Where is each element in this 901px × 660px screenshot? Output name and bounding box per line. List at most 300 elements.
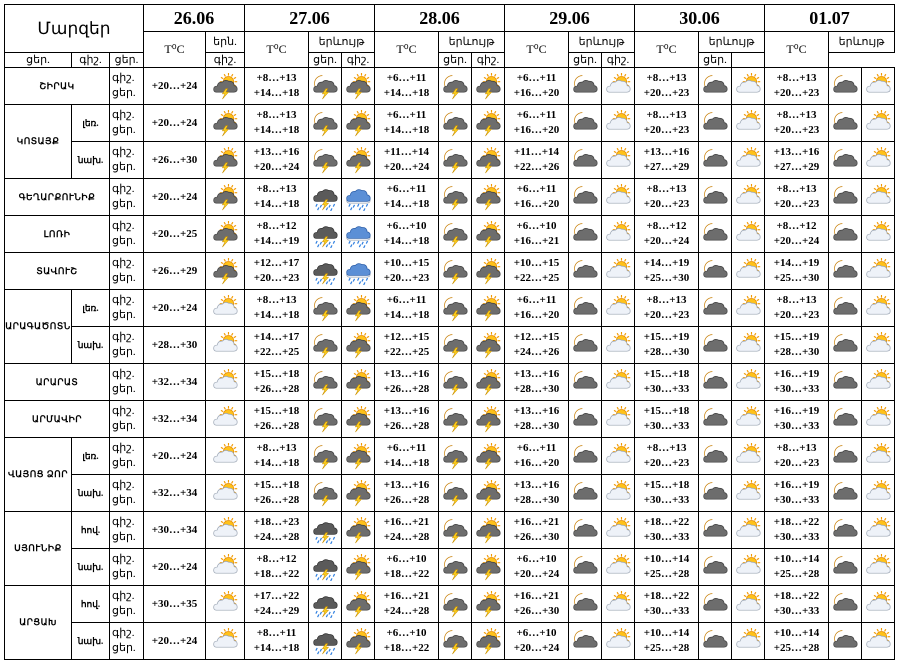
temperature-cell — [144, 253, 206, 290]
day-weather-cell — [206, 142, 245, 179]
day-temp: +26…+28 — [253, 494, 300, 506]
day-label: ցեր. — [112, 457, 136, 469]
moon-cloud-icon — [701, 443, 729, 470]
temperature-cell — [375, 327, 439, 364]
temperature-cell — [375, 68, 439, 105]
night-weather-cell — [569, 364, 602, 401]
sun-cloud-icon — [211, 406, 239, 433]
sun-cloud-icon — [734, 258, 762, 285]
night-temp: +16…+19 — [773, 405, 820, 417]
sun-cloud-storm-icon — [211, 147, 239, 174]
day-weather-cell — [862, 327, 895, 364]
sun-cloud-icon — [734, 332, 762, 359]
temperature-cell — [635, 401, 699, 438]
moon-cloud-icon — [571, 369, 599, 396]
sun-cloud-icon — [604, 591, 632, 618]
temperature-cell — [505, 623, 569, 660]
sun-cloud-storm-icon — [474, 628, 502, 655]
day-label: ցեր. — [112, 605, 136, 617]
temperature-cell — [765, 512, 829, 549]
temperature-cell — [765, 290, 829, 327]
day-temp: +25…+28 — [773, 642, 820, 654]
day-temp: +32…+34 — [151, 412, 198, 425]
night-day-label — [110, 512, 144, 549]
date-header: 01.07 — [765, 5, 895, 32]
sun-cloud-icon — [604, 221, 632, 248]
night-weather-cell — [699, 216, 732, 253]
night-temp: +8…+13 — [776, 109, 817, 121]
day-temp: +20…+23 — [773, 124, 820, 136]
temperature-cell — [375, 549, 439, 586]
temperature-cell — [144, 586, 206, 623]
night-label: գիշ. — [112, 590, 135, 602]
temperature-cell — [505, 549, 569, 586]
night-temp: +18…+22 — [773, 516, 820, 528]
sun-cloud-storm-icon — [344, 406, 372, 433]
day-weather-cell — [862, 290, 895, 327]
day-temp: +20…+23 — [643, 124, 690, 136]
moon-cloud-icon — [831, 332, 859, 359]
night-temp: +8…+12 — [776, 220, 817, 232]
day-temp: +20…+24 — [151, 116, 198, 129]
temperature-cell — [635, 105, 699, 142]
night-temp: +8…+13 — [646, 72, 687, 84]
region-name: ԱՐՑԱԽ — [5, 586, 72, 660]
day-weather-cell — [602, 142, 635, 179]
subregion-label: լեռ. — [72, 105, 110, 142]
day-temp: +30…+33 — [643, 531, 690, 543]
day-weather-cell — [862, 253, 895, 290]
sun-cloud-icon — [734, 369, 762, 396]
day-weather-cell — [732, 549, 765, 586]
moon-cloud-icon — [571, 628, 599, 655]
night-temp: +15…+18 — [253, 479, 300, 491]
temp-header: T⁰C — [765, 32, 829, 68]
night-day-label — [110, 586, 144, 623]
moon-cloud-storm-icon — [441, 147, 469, 174]
day-temp: +14…+18 — [253, 457, 300, 469]
night-label: գիշ. — [112, 405, 135, 417]
cloud-storm-rain-icon — [311, 221, 339, 248]
night-temp: +6…+10 — [516, 627, 557, 639]
night-header: գիշ. — [602, 53, 635, 68]
day-weather-cell — [862, 512, 895, 549]
day-temp: +18…+22 — [383, 642, 430, 654]
sun-cloud-icon — [864, 332, 892, 359]
temperature-cell — [635, 179, 699, 216]
temperature-cell — [635, 253, 699, 290]
night-temp: +15…+18 — [643, 479, 690, 491]
temperature-cell — [635, 142, 699, 179]
day-temp: +20…+23 — [643, 198, 690, 210]
day-label: ցեր. — [112, 531, 136, 543]
night-temp: +6…+10 — [386, 553, 427, 565]
sun-cloud-icon — [604, 332, 632, 359]
temperature-cell — [635, 586, 699, 623]
day-temp: +18…+22 — [253, 568, 300, 580]
day-temp: +20…+23 — [773, 198, 820, 210]
temperature-cell — [635, 475, 699, 512]
moon-cloud-storm-icon — [311, 332, 339, 359]
day-temp: +20…+24 — [253, 161, 300, 173]
temperature-cell — [505, 253, 569, 290]
day-weather-cell — [206, 475, 245, 512]
sun-cloud-icon — [604, 480, 632, 507]
day-temp: +20…+24 — [773, 235, 820, 247]
day-temp: +14…+18 — [383, 309, 430, 321]
moon-cloud-icon — [571, 406, 599, 433]
day-weather-cell — [862, 216, 895, 253]
day-weather-cell — [342, 68, 375, 105]
sun-cloud-storm-icon — [474, 184, 502, 211]
moon-cloud-icon — [831, 369, 859, 396]
sun-cloud-icon — [734, 480, 762, 507]
day-temp: +25…+28 — [643, 568, 690, 580]
temperature-cell — [245, 142, 309, 179]
day-weather-cell — [472, 142, 505, 179]
night-weather-cell — [309, 105, 342, 142]
sun-cloud-icon — [211, 591, 239, 618]
day-temp: +26…+30 — [513, 531, 560, 543]
day-weather-cell — [206, 290, 245, 327]
moon-cloud-icon — [571, 591, 599, 618]
day-weather-cell — [862, 179, 895, 216]
night-header: գիշ. — [472, 53, 505, 68]
night-temp: +8…+12 — [256, 553, 297, 565]
temperature-cell — [245, 105, 309, 142]
phenomenon-header: երևույթ — [569, 32, 635, 53]
day-temp: +14…+18 — [383, 235, 430, 247]
temperature-cell — [144, 179, 206, 216]
moon-cloud-storm-icon — [311, 147, 339, 174]
day-weather-cell — [732, 105, 765, 142]
night-weather-cell — [699, 586, 732, 623]
night-weather-cell — [309, 623, 342, 660]
night-weather-cell — [829, 68, 862, 105]
night-temp: +16…+21 — [383, 516, 430, 528]
day-temp: +20…+23 — [773, 309, 820, 321]
night-temp: +15…+19 — [773, 331, 820, 343]
day-temp: +28…+30 — [513, 383, 560, 395]
night-label: գիշ. — [112, 553, 135, 565]
region-name: ԱՐԱՐԱՏ — [5, 364, 110, 401]
date-header: 30.06 — [635, 5, 765, 32]
night-day-label — [110, 290, 144, 327]
night-temp: +6…+11 — [516, 109, 557, 121]
moon-cloud-storm-icon — [441, 73, 469, 100]
night-weather-cell — [569, 68, 602, 105]
day-temp: +16…+21 — [513, 235, 560, 247]
sun-cloud-icon — [734, 517, 762, 544]
day-temp: +18…+22 — [383, 568, 430, 580]
sun-cloud-icon — [734, 628, 762, 655]
day-weather-cell — [732, 586, 765, 623]
sun-cloud-icon — [604, 406, 632, 433]
sun-cloud-icon — [734, 73, 762, 100]
temperature-cell — [144, 364, 206, 401]
day-header: ցեր. — [439, 53, 472, 68]
sun-cloud-icon — [864, 147, 892, 174]
region-name: ԳԵՂԱՐՔՈՒՆԻՔ — [5, 179, 110, 216]
day-header: ցեր. — [110, 53, 144, 68]
day-weather-cell — [342, 327, 375, 364]
day-weather-cell — [472, 475, 505, 512]
night-weather-cell — [699, 623, 732, 660]
night-temp: +13…+16 — [513, 368, 560, 380]
night-temp: +8…+13 — [256, 183, 297, 195]
moon-cloud-icon — [571, 554, 599, 581]
region-name: ԱՐԱԳԱԾՈՏՆ — [5, 290, 72, 364]
day-temp: +25…+30 — [773, 272, 820, 284]
temperature-cell — [144, 142, 206, 179]
day-weather-cell — [602, 179, 635, 216]
sun-cloud-icon — [211, 369, 239, 396]
night-day-label — [110, 327, 144, 364]
moon-cloud-storm-icon — [441, 258, 469, 285]
day-weather-cell — [206, 401, 245, 438]
sun-cloud-icon — [604, 517, 632, 544]
moon-cloud-storm-icon — [311, 406, 339, 433]
temperature-cell — [765, 105, 829, 142]
day-weather-cell — [206, 549, 245, 586]
moon-cloud-icon — [831, 517, 859, 544]
night-header: գիշ. — [72, 53, 110, 68]
night-weather-cell — [439, 364, 472, 401]
night-day-label — [110, 438, 144, 475]
temperature-cell — [375, 290, 439, 327]
day-temp: +30…+33 — [643, 605, 690, 617]
day-temp: +14…+18 — [383, 457, 430, 469]
sun-cloud-icon — [864, 258, 892, 285]
night-temp: +8…+11 — [256, 627, 297, 639]
sun-cloud-icon — [211, 443, 239, 470]
moon-cloud-icon — [571, 184, 599, 211]
day-temp: +14…+18 — [253, 87, 300, 99]
sun-cloud-storm-icon — [474, 369, 502, 396]
night-weather-cell — [699, 438, 732, 475]
night-weather-cell — [309, 327, 342, 364]
temperature-cell — [375, 142, 439, 179]
night-weather-cell — [439, 512, 472, 549]
day-weather-cell — [862, 438, 895, 475]
moon-cloud-storm-icon — [441, 369, 469, 396]
day-temp: +24…+28 — [383, 531, 430, 543]
night-temp: +6…+11 — [516, 294, 557, 306]
temp-header: T⁰C — [635, 32, 699, 68]
sun-cloud-icon — [211, 295, 239, 322]
night-label: գիշ. — [112, 516, 135, 528]
night-weather-cell — [439, 68, 472, 105]
day-label: ցեր. — [112, 309, 136, 321]
moon-cloud-icon — [831, 443, 859, 470]
day-temp: +16…+20 — [513, 198, 560, 210]
night-temp: +13…+16 — [513, 479, 560, 491]
sun-cloud-storm-icon — [211, 184, 239, 211]
temperature-cell — [144, 68, 206, 105]
day-weather-cell — [472, 623, 505, 660]
night-weather-cell — [439, 475, 472, 512]
sun-cloud-storm-icon — [211, 258, 239, 285]
day-weather-cell — [602, 512, 635, 549]
moon-cloud-storm-icon — [311, 480, 339, 507]
day-weather-cell — [472, 253, 505, 290]
night-weather-cell — [569, 623, 602, 660]
day-label: ցեր. — [112, 198, 136, 210]
subregion-label: նախ. — [72, 623, 110, 660]
moon-cloud-icon — [701, 73, 729, 100]
temperature-cell — [765, 438, 829, 475]
day-weather-cell — [602, 438, 635, 475]
day-weather-cell — [342, 216, 375, 253]
moon-cloud-icon — [701, 369, 729, 396]
night-weather-cell — [309, 586, 342, 623]
temperature-cell — [765, 586, 829, 623]
night-temp: +8…+13 — [256, 442, 297, 454]
cloud-storm-rain-icon — [311, 628, 339, 655]
moon-cloud-icon — [831, 221, 859, 248]
temperature-cell — [375, 586, 439, 623]
sun-cloud-storm-icon — [344, 369, 372, 396]
day-temp: +20…+23 — [383, 272, 430, 284]
sun-cloud-storm-icon — [344, 147, 372, 174]
day-weather-cell — [472, 364, 505, 401]
moon-cloud-icon — [701, 295, 729, 322]
night-temp: +17…+22 — [253, 590, 300, 602]
day-temp: +24…+26 — [513, 346, 560, 358]
night-day-label — [110, 253, 144, 290]
temperature-cell — [245, 290, 309, 327]
day-temp: +20…+25 — [151, 227, 198, 240]
sun-cloud-storm-icon — [344, 554, 372, 581]
day-label: ցեր. — [112, 383, 136, 395]
moon-cloud-icon — [701, 628, 729, 655]
temperature-cell — [765, 327, 829, 364]
moon-cloud-icon — [831, 406, 859, 433]
moon-cloud-icon — [701, 480, 729, 507]
region-name: ՏԱՎՈՒՇ — [5, 253, 110, 290]
night-temp: +8…+13 — [256, 72, 297, 84]
sun-cloud-icon — [864, 517, 892, 544]
night-weather-cell — [439, 253, 472, 290]
day-weather-cell — [472, 549, 505, 586]
night-temp: +14…+19 — [643, 257, 690, 269]
night-weather-cell — [829, 623, 862, 660]
day-weather-cell — [602, 549, 635, 586]
day-weather-cell — [862, 401, 895, 438]
night-weather-cell — [439, 216, 472, 253]
day-temp: +22…+25 — [513, 272, 560, 284]
moon-cloud-icon — [571, 147, 599, 174]
day-temp: +25…+30 — [643, 272, 690, 284]
day-label: ցեր. — [112, 87, 136, 99]
temperature-cell — [505, 68, 569, 105]
day-temp: +28…+30 — [513, 494, 560, 506]
night-weather-cell — [829, 475, 862, 512]
temperature-cell — [765, 401, 829, 438]
night-temp: +18…+22 — [643, 590, 690, 602]
day-weather-cell — [602, 401, 635, 438]
phenomenon-header: երևույթ — [309, 32, 375, 53]
day-label: ցեր. — [112, 494, 136, 506]
region-name: ԱՐՄԱՎԻՐ — [5, 401, 110, 438]
day-weather-cell — [602, 253, 635, 290]
sun-cloud-icon — [604, 147, 632, 174]
day-header: ցեր. — [5, 53, 72, 68]
moon-cloud-icon — [701, 258, 729, 285]
night-temp: +6…+11 — [386, 442, 427, 454]
sun-cloud-icon — [604, 554, 632, 581]
day-weather-cell — [472, 586, 505, 623]
temperature-cell — [505, 586, 569, 623]
night-temp: +8…+12 — [256, 220, 297, 232]
night-weather-cell — [439, 105, 472, 142]
sun-cloud-icon — [864, 369, 892, 396]
moon-cloud-icon — [571, 443, 599, 470]
sun-cloud-storm-icon — [474, 73, 502, 100]
subregion-label: հով. — [72, 586, 110, 623]
sun-cloud-icon — [864, 554, 892, 581]
temperature-cell — [144, 549, 206, 586]
night-temp: +15…+18 — [643, 368, 690, 380]
night-weather-cell — [829, 549, 862, 586]
temperature-cell — [245, 179, 309, 216]
night-weather-cell — [569, 512, 602, 549]
day-weather-cell — [206, 623, 245, 660]
night-weather-cell — [699, 327, 732, 364]
temperature-cell — [505, 142, 569, 179]
subregion-label: նախ. — [72, 475, 110, 512]
night-weather-cell — [829, 105, 862, 142]
temperature-cell — [505, 475, 569, 512]
night-weather-cell — [309, 179, 342, 216]
day-weather-cell — [342, 438, 375, 475]
sun-cloud-icon — [734, 406, 762, 433]
day-label: ցեր. — [112, 642, 136, 654]
day-weather-cell — [732, 401, 765, 438]
temperature-cell — [635, 512, 699, 549]
subregion-label: հով. — [72, 512, 110, 549]
night-weather-cell — [829, 142, 862, 179]
sun-cloud-icon — [604, 73, 632, 100]
temperature-cell — [505, 438, 569, 475]
day-temp: +30…+33 — [773, 494, 820, 506]
day-weather-cell — [862, 475, 895, 512]
night-label: գիշ. — [112, 442, 135, 454]
temperature-cell — [635, 327, 699, 364]
day-weather-cell — [472, 68, 505, 105]
day-temp: +30…+33 — [773, 531, 820, 543]
sun-cloud-storm-icon — [474, 443, 502, 470]
sun-cloud-storm-icon — [211, 110, 239, 137]
day-weather-cell — [732, 623, 765, 660]
night-temp: +16…+19 — [773, 479, 820, 491]
night-weather-cell — [699, 105, 732, 142]
moon-cloud-storm-icon — [441, 554, 469, 581]
night-temp: +12…+15 — [513, 331, 560, 343]
moon-cloud-storm-icon — [441, 591, 469, 618]
sun-cloud-storm-icon — [474, 406, 502, 433]
temperature-cell — [375, 623, 439, 660]
night-weather-cell — [699, 68, 732, 105]
moon-cloud-icon — [831, 554, 859, 581]
day-weather-cell — [862, 68, 895, 105]
temperature-cell — [505, 364, 569, 401]
night-temp: +8…+13 — [256, 109, 297, 121]
day-weather-cell — [206, 327, 245, 364]
day-weather-cell — [602, 216, 635, 253]
sun-cloud-icon — [864, 184, 892, 211]
night-day-label — [110, 179, 144, 216]
